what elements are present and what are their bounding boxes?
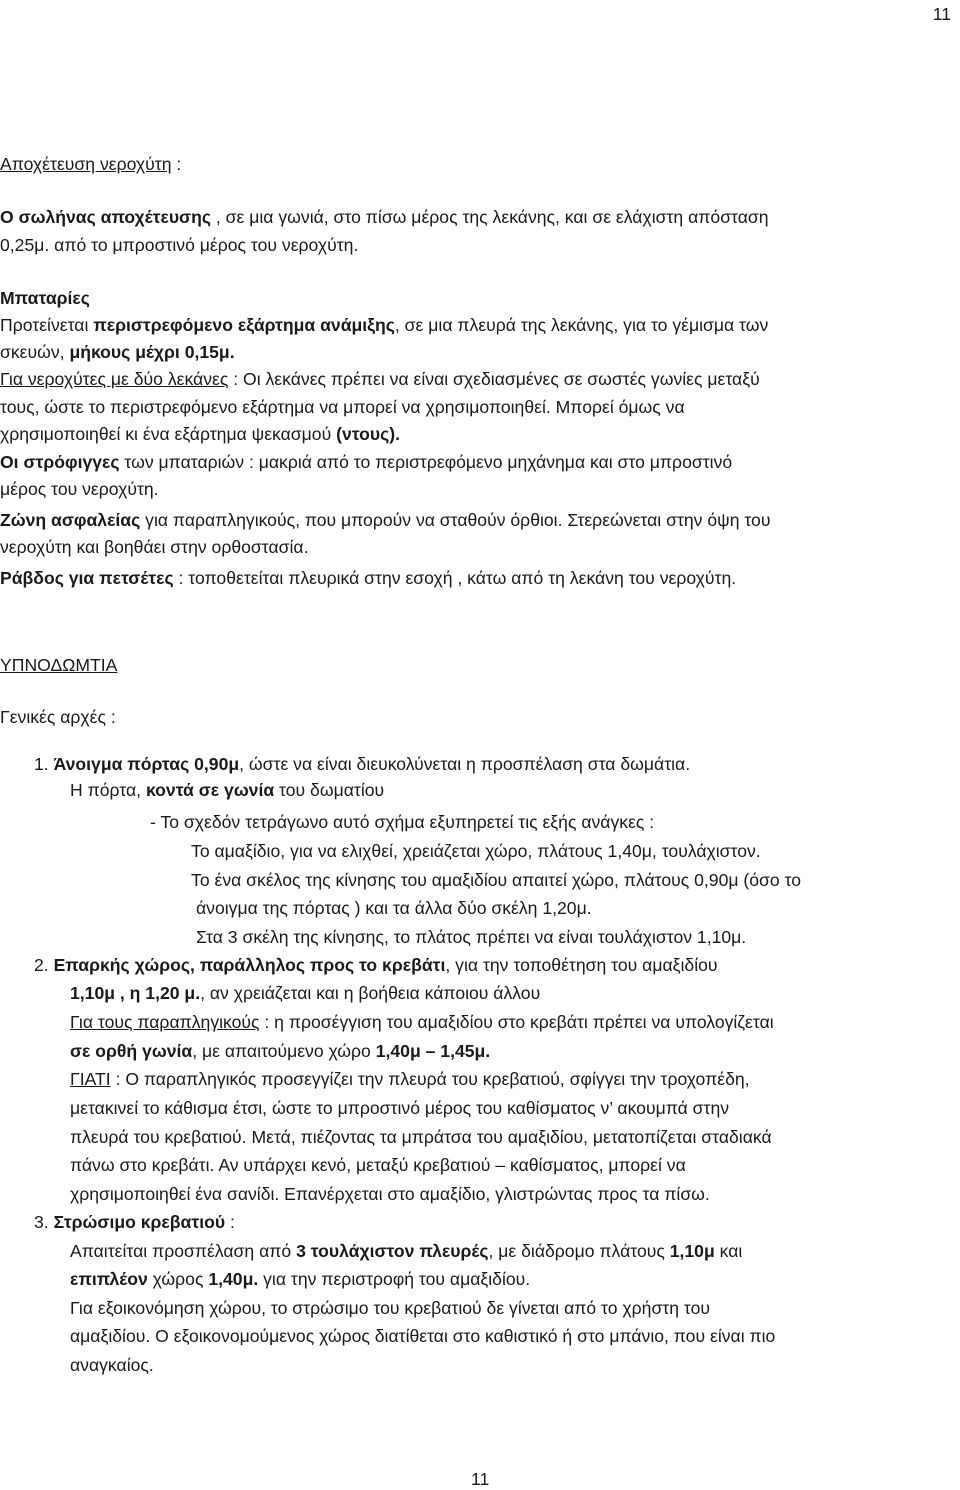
text-line xyxy=(0,341,235,363)
text-run: , ώστε να είναι διευκολύνεται η προσπέλαση στα δωμάτια. xyxy=(239,754,691,774)
text-run: σκευών, xyxy=(0,342,70,362)
text-line xyxy=(70,1011,774,1033)
text-line xyxy=(70,1354,154,1376)
text-line xyxy=(0,478,159,500)
text-run: , σε μια πλευρά της λεκάνης, για το γέμισμα των xyxy=(394,315,769,335)
text-run: 3. xyxy=(34,1212,54,1232)
text-run: , αν χρειάζεται και η βοήθεια κάποιου άλλου xyxy=(200,983,541,1003)
bold-text: μήκους μέχρι 0,15μ. xyxy=(69,342,235,362)
underlined-text: ΓΙΑΤΙ xyxy=(70,1069,111,1089)
text-run: Γενικές αρχές : xyxy=(0,707,116,727)
bold-text: Ζώνη ασφαλείας xyxy=(0,510,141,530)
bold-text: 1,10μ , η 1,20 μ. xyxy=(70,983,201,1003)
page-number-bottom: 11 xyxy=(471,1469,490,1489)
text-line xyxy=(70,1268,530,1290)
bold-text: περιστρεφόμενο εξάρτημα ανάμιξης xyxy=(93,315,395,335)
text-run: : xyxy=(225,1212,235,1232)
text-line xyxy=(0,706,116,728)
text-run: : τοποθετείται πλευρικά στην εσοχή , κάτω από τη λεκάνη του νεροχύτη. xyxy=(173,568,737,588)
text-line xyxy=(0,654,117,676)
bold-text: Άνοιγμα πόρτας 0,90μ xyxy=(53,754,240,774)
text-line xyxy=(0,234,358,256)
text-line xyxy=(196,926,746,948)
text-line xyxy=(0,206,769,228)
underlined-text: Για νεροχύτες με δύο λεκάνες xyxy=(0,369,229,389)
bold-text: επιπλέον xyxy=(70,1269,148,1289)
underlined-text: Αποχέτευση νεροχύτη xyxy=(0,154,172,174)
bold-text: Επαρκής χώρος, παράλληλος προς το κρεβάτι xyxy=(53,955,446,975)
text-run: των μπαταριών : μακριά από το περιστρεφόμενο μηχάνημα και στο μπροστινό xyxy=(119,452,733,472)
text-run: : η προσέγγιση του αμαξιδίου στο κρεβάτι πρέπει να υπολογίζεται xyxy=(259,1012,774,1032)
text-run: , σε μια γωνιά, στο πίσω μέρος της λεκάνης, και σε ελάχιστη απόσταση xyxy=(211,207,769,227)
text-run: Στα 3 σκέλη της κίνησης, το πλάτος πρέπει να είναι τουλάχιστον 1,10μ. xyxy=(196,927,747,947)
bold-text: Οι στρόφιγγες xyxy=(0,452,120,472)
text-line xyxy=(0,153,181,175)
text-run: : Ο παραπληγικός προσεγγίζει την πλευρά του κρεβατιού, σφίγγει την τροχοπέδη, xyxy=(110,1069,750,1089)
text-run: Προτείνεται xyxy=(0,315,94,335)
bold-text: Στρώσιμο κρεβατιού xyxy=(53,1212,226,1232)
bold-text: 1,40μ. xyxy=(208,1269,259,1289)
text-run: και xyxy=(714,1241,743,1261)
text-line xyxy=(191,840,761,862)
text-run: , για την τοποθέτηση του αμαξιδίου xyxy=(445,955,718,975)
text-run: αναγκαίος. xyxy=(70,1355,154,1375)
text-run: χρησιμοποιηθεί κι ένα εξάρτημα ψεκασμού xyxy=(0,424,337,444)
text-line xyxy=(70,1068,750,1090)
text-line xyxy=(0,536,308,558)
text-line xyxy=(34,1211,235,1233)
text-line xyxy=(34,753,690,775)
text-line xyxy=(0,567,736,589)
text-run: Το αμαξίδιο, για να ελιχθεί, χρειάζεται χώρο, πλάτους 1,40μ, τουλάχιστον. xyxy=(191,841,761,861)
text-run: τους, ώστε το περιστρεφόμενο εξάρτημα να μπορεί να χρησιμοποιηθεί. Μπορεί όμως να xyxy=(0,397,685,417)
bold-text: κοντά σε γωνία xyxy=(145,780,275,800)
bold-text: Ο σωλήνας αποχέτευσης xyxy=(0,207,211,227)
bold-text: 3 τουλάχιστον πλευρές xyxy=(296,1241,489,1261)
text-line xyxy=(191,869,801,891)
text-line xyxy=(196,897,592,919)
text-run: Το ένα σκέλος της κίνησης του αμαξιδίου απαιτεί χώρο, πλάτους 0,90μ (όσο το xyxy=(191,870,802,890)
text-run: 2. xyxy=(34,955,54,975)
text-line xyxy=(0,287,90,309)
text-run: - Το σχεδόν τετράγωνο αυτό σχήμα εξυπηρετεί τις εξής ανάγκες : xyxy=(150,812,655,832)
text-line xyxy=(70,1040,490,1062)
text-line xyxy=(0,451,732,473)
text-run: άνοιγμα της πόρτας ) και τα άλλα δύο σκέλη 1,20μ. xyxy=(196,898,592,918)
text-line xyxy=(34,954,718,976)
text-run: μέρος του νεροχύτη. xyxy=(0,479,159,499)
text-line xyxy=(0,423,400,445)
bold-text: Ράβδος για πετσέτες xyxy=(0,568,174,588)
text-run: 1. xyxy=(34,754,54,774)
text-run: πάνω στο κρεβάτι. Αν υπάρχει κενό, μεταξύ κρεβατιού – καθίσματος, μπορεί να xyxy=(70,1155,686,1175)
text-run: Η πόρτα, xyxy=(70,780,146,800)
underlined-text: Για τους παραπληγικούς xyxy=(70,1012,260,1032)
text-run: μετακινεί το κάθισμα έτσι, ώστε το μπροστινό μέρος του καθίσματος ν’ ακουμπά στην xyxy=(70,1098,730,1118)
text-run: του δωματίου xyxy=(274,780,385,800)
text-run: Για εξοικονόμηση χώρου, το στρώσιμο του κρεβατιού δε γίνεται από το χρήστη του xyxy=(70,1298,711,1318)
text-run: : xyxy=(171,154,182,174)
page-number-top: 11 xyxy=(932,4,951,24)
text-run: : Οι λεκάνες πρέπει να είναι σχεδιασμένες σε σωστές γωνίες μεταξύ xyxy=(228,369,760,389)
text-run: για την περιστροφή του αμαξιδίου. xyxy=(258,1269,531,1289)
text-run: πλευρά του κρεβατιού. Μετά, πιέζοντας τα μπράτσα του αμαξιδίου, μετατοπίζεται σταδιακά xyxy=(70,1127,772,1147)
text-run: αμαξιδίου. Ο εξοικονομούμενος χώρος διατίθεται στο καθιστικό ή στο μπάνιο, που είναι πιο xyxy=(70,1326,776,1346)
text-run: χώρος xyxy=(147,1269,209,1289)
text-line xyxy=(70,1154,686,1176)
text-run: Απαιτείται προσπέλαση από xyxy=(70,1241,297,1261)
text-line xyxy=(0,314,768,336)
text-line xyxy=(70,1325,775,1347)
text-run: 0,25μ. από το μπροστινό μέρος του νεροχύτη. xyxy=(0,235,359,255)
text-line xyxy=(70,1297,710,1319)
bold-text: 1,40μ – 1,45μ. xyxy=(375,1041,491,1061)
text-line xyxy=(70,779,384,801)
text-line xyxy=(70,1183,710,1205)
text-run: , με διάδρομο πλάτους xyxy=(488,1241,670,1261)
bold-text: σε ορθή γωνία xyxy=(70,1041,193,1061)
text-line xyxy=(150,811,654,833)
text-line xyxy=(0,396,685,418)
text-line xyxy=(70,1126,772,1148)
text-line xyxy=(70,1240,742,1262)
bold-text: Μπαταρίες xyxy=(0,288,90,308)
bold-text: 1,10μ xyxy=(669,1241,715,1261)
text-run: για παραπληγικούς, που μπορούν να σταθούν όρθιοι. Στερεώνεται στην όψη του xyxy=(140,510,771,530)
bold-text: (ντους). xyxy=(336,424,400,444)
text-line xyxy=(0,509,770,531)
text-line xyxy=(70,1097,729,1119)
text-run: , με απαιτούμενο χώρο xyxy=(192,1041,376,1061)
underlined-text: ΥΠΝΟΔΩΜΤΙΑ xyxy=(0,655,118,675)
text-run: νεροχύτη και βοηθάει στην ορθοστασία. xyxy=(0,537,309,557)
text-line xyxy=(70,982,540,1004)
text-run: χρησιμοποιηθεί ένα σανίδι. Επανέρχεται στο αμαξίδιο, γλιστρώντας προς τα πίσω. xyxy=(70,1184,710,1204)
text-line xyxy=(0,368,760,390)
